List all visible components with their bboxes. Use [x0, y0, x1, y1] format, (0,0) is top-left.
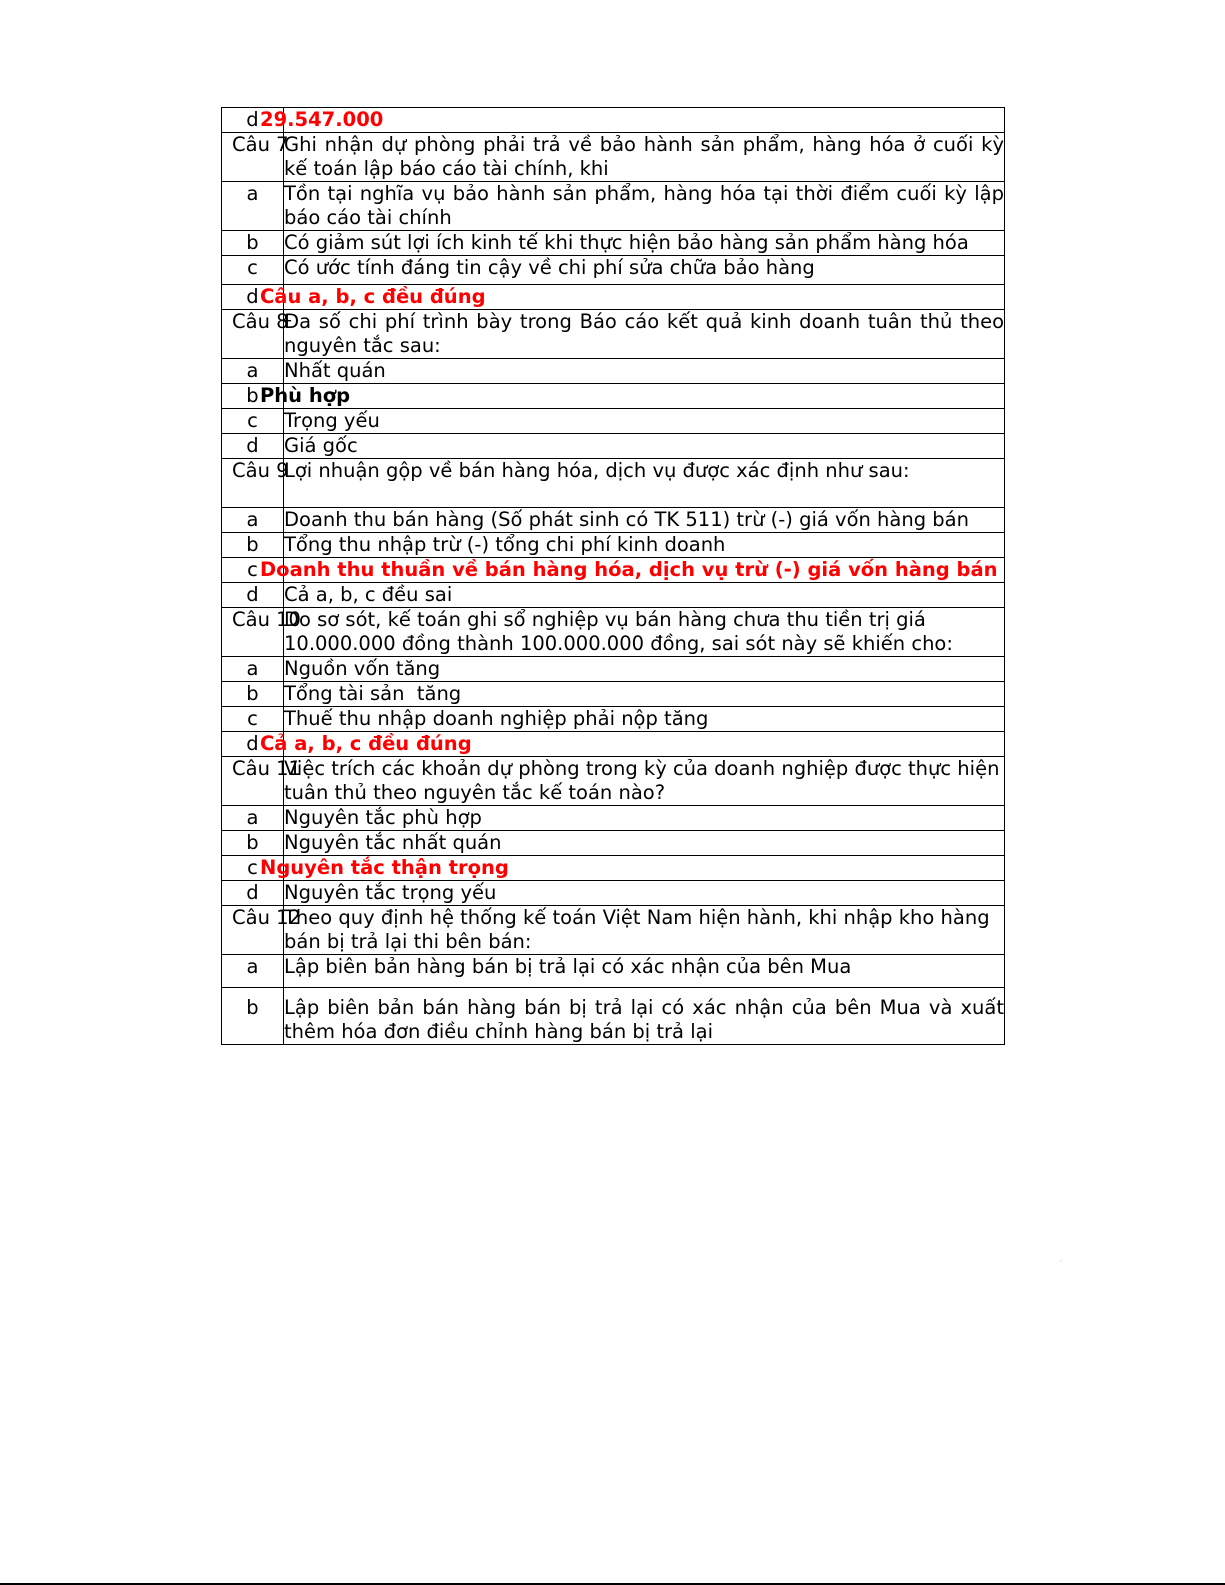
answer-label: b	[222, 231, 284, 256]
answer-label: a	[222, 359, 284, 384]
answer-row	[222, 806, 1005, 831]
answer-row	[222, 285, 1005, 310]
answer-row	[222, 359, 1005, 384]
question-text: Ghi nhận dự phòng phải trả về bảo hành sản phẩm, hàng hóa ở cuối kỳ kế toán lập báo cáo tài chính, khi	[284, 133, 1004, 180]
question-label: Câu 10	[222, 608, 284, 657]
answer-label: d	[222, 881, 284, 906]
question-label: Câu 9	[222, 459, 284, 508]
answer-row	[222, 856, 1005, 881]
answer-text: Cả a, b, c đều đúng	[284, 732, 1005, 757]
answer-label: d	[222, 732, 284, 757]
question-text: Đa số chi phí trình bày trong Báo cáo kết quả kinh doanh tuân thủ theo nguyên tắc sau:	[284, 310, 1004, 357]
answer-row	[222, 256, 1005, 285]
answer-row	[222, 182, 1005, 231]
answer-text: Lập biên bản bán hàng bán bị trả lại có xác nhận của bên Mua và xuất thêm hóa đơn điều chỉnh hàng bán bị trả lại	[284, 988, 1005, 1045]
answer-text: Có ước tính đáng tin cậy về chi phí sửa chữa bảo hàng	[284, 256, 1005, 285]
question-row	[222, 757, 1005, 806]
question-text: Do sơ sót, kế toán ghi sổ nghiệp vụ bán hàng chưa thu tiền trị giá 10.000.000 đồng thành 100.000.000 đồng, sai sót này sẽ khiến cho:	[284, 608, 1005, 657]
answer-text: Trọng yếu	[284, 409, 1005, 434]
answer-row	[222, 409, 1005, 434]
answer-label: c	[222, 707, 284, 732]
question-row	[222, 310, 1005, 359]
answer-text: Nhất quán	[284, 359, 1005, 384]
answer-label: d	[222, 434, 284, 459]
answer-row	[222, 732, 1005, 757]
question-label: Câu 8	[222, 310, 284, 359]
answer-label: b	[222, 831, 284, 856]
answer-text: Câu a, b, c đều đúng	[284, 285, 1005, 310]
answer-row	[222, 831, 1005, 856]
question-text: Việc trích các khoản dự phòng trong kỳ của doanh nghiệp được thực hiện tuân thủ theo nguyên tắc kế toán nào?	[284, 757, 1005, 806]
answer-text: Nguyên tắc thận trọng	[284, 856, 1005, 881]
answer-row	[222, 434, 1005, 459]
answer-text: Nguyên tắc phù hợp	[284, 806, 1005, 831]
answer-text: Phù hợp	[284, 384, 1005, 409]
answer-row	[222, 657, 1005, 682]
answer-label: b	[222, 988, 284, 1045]
question-text: Lợi nhuận gộp về bán hàng hóa, dịch vụ được xác định như sau:	[284, 459, 1005, 508]
answer-row	[222, 583, 1005, 608]
answer-row	[222, 955, 1005, 988]
answer-text: Giá gốc	[284, 434, 1005, 459]
answer-label: c	[222, 856, 284, 881]
answer-text: Nguyên tắc trọng yếu	[284, 881, 1005, 906]
answer-label: d	[222, 108, 284, 133]
answer-text: Doanh thu bán hàng (Số phát sinh có TK 511) trừ (-) giá vốn hàng bán	[284, 508, 1005, 533]
answer-label: a	[222, 182, 284, 231]
answer-text: Cả a, b, c đều sai	[284, 583, 1005, 608]
question-row	[222, 133, 1005, 182]
answer-row	[222, 558, 1005, 583]
answer-label: a	[222, 508, 284, 533]
answer-row	[222, 707, 1005, 732]
answer-row	[222, 988, 1005, 1045]
answer-label: c	[222, 558, 284, 583]
answer-text: Tồn tại nghĩa vụ bảo hành sản phẩm, hàng hóa tại thời điểm cuối kỳ lập báo cáo tài chính	[284, 182, 1004, 229]
question-row	[222, 906, 1005, 955]
question-text: Theo quy định hệ thống kế toán Việt Nam hiện hành, khi nhập kho hàng bán bị trả lại thi bên bán:	[284, 906, 1005, 955]
question-label: Câu 7	[222, 133, 284, 182]
answer-text: Lập biên bản hàng bán bị trả lại có xác nhận của bên Mua	[284, 955, 1005, 988]
answer-text: Tổng thu nhập trừ (-) tổng chi phí kinh doanh	[284, 533, 1005, 558]
page-speck	[1060, 1260, 1062, 1262]
answer-text: Thuế thu nhập doanh nghiệp phải nộp tăng	[284, 707, 1005, 732]
answer-row	[222, 384, 1005, 409]
answer-row	[222, 508, 1005, 533]
answer-text: Nguồn vốn tăng	[284, 657, 1005, 682]
answer-label: b	[222, 682, 284, 707]
quiz-table-body	[222, 108, 1005, 1045]
answer-text: Tổng tài sản tăng	[284, 682, 1005, 707]
answer-text: Có giảm sút lợi ích kinh tế khi thực hiện bảo hàng sản phẩm hàng hóa	[284, 231, 1005, 256]
answer-label: d	[222, 583, 284, 608]
answer-label: a	[222, 955, 284, 988]
answer-label: b	[222, 384, 284, 409]
quiz-table	[221, 107, 1005, 1045]
answer-label: d	[222, 285, 284, 310]
answer-row	[222, 881, 1005, 906]
question-label: Câu 12	[222, 906, 284, 955]
answer-label: a	[222, 806, 284, 831]
answer-text: Nguyên tắc nhất quán	[284, 831, 1005, 856]
answer-row	[222, 231, 1005, 256]
answer-text: 29.547.000	[284, 108, 1005, 133]
question-label: Câu 11	[222, 757, 284, 806]
answer-row	[222, 533, 1005, 558]
answer-text: Doanh thu thuần về bán hàng hóa, dịch vụ trừ (-) giá vốn hàng bán	[284, 558, 1005, 583]
question-row	[222, 459, 1005, 508]
answer-label: b	[222, 533, 284, 558]
answer-label: a	[222, 657, 284, 682]
answer-label: c	[222, 409, 284, 434]
question-row	[222, 608, 1005, 657]
answer-label: c	[222, 256, 284, 285]
answer-row	[222, 682, 1005, 707]
answer-row	[222, 108, 1005, 133]
